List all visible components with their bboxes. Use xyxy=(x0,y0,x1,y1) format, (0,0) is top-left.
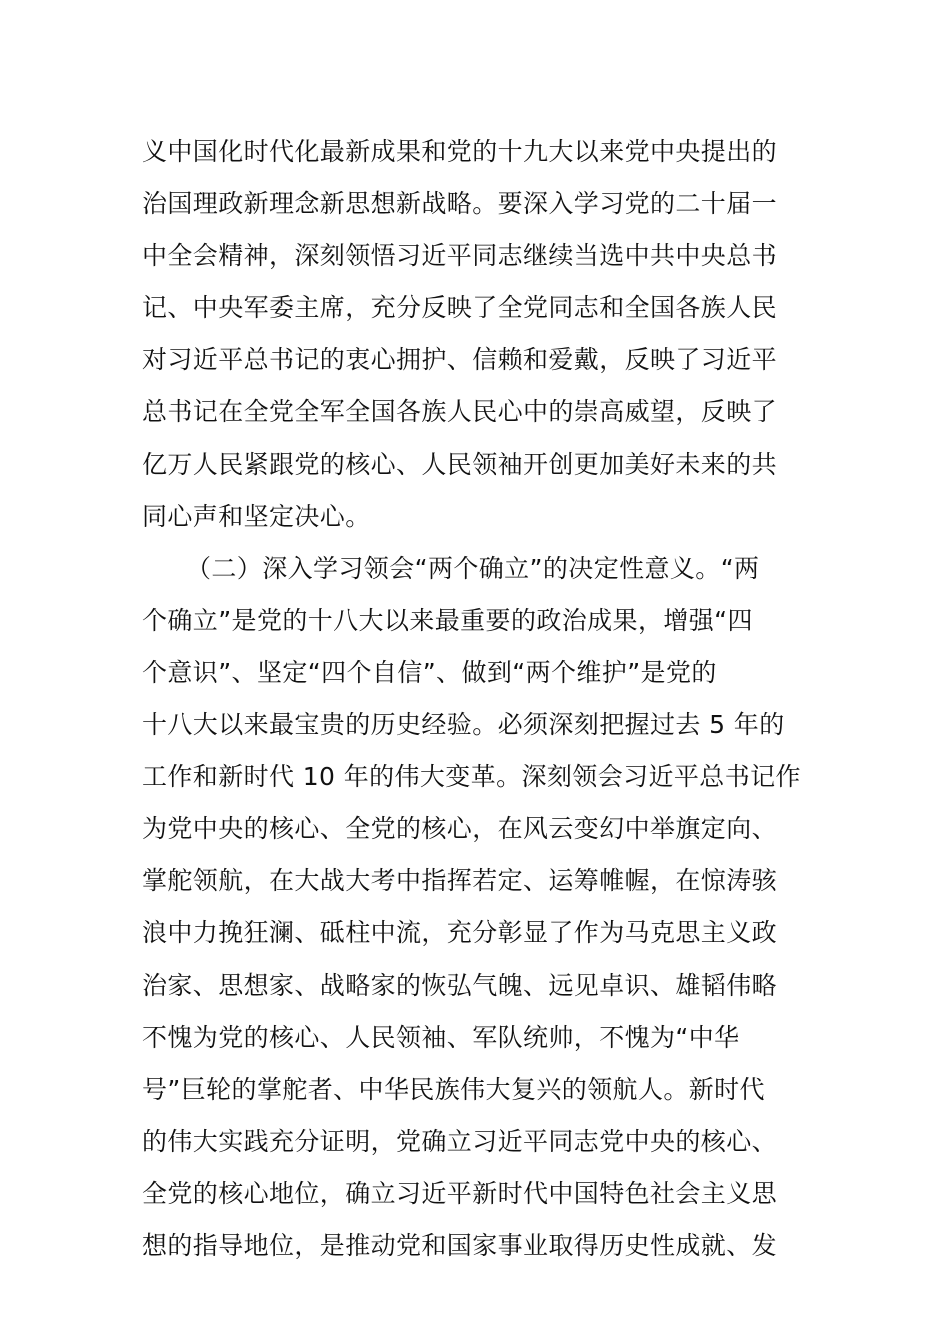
text-line: 浪中力挽狂澜、砥柱中流，充分彰显了作为马克思主义政 xyxy=(142,918,778,948)
text-line: 记、中央军委主席，充分反映了全党同志和全国各族人民 xyxy=(142,293,778,323)
text-line: 治国理政新理念新思想新战略。要深入学习党的二十届一 xyxy=(142,189,778,219)
text-line: 同心声和坚定决心。 xyxy=(142,501,371,531)
text-line: 对习近平总书记的衷心拥护、信赖和爱戴，反映了习近平 xyxy=(142,345,778,375)
text-line: 全党的核心地位，确立习近平新时代中国特色社会主义思 xyxy=(142,1178,778,1208)
section-heading-line: （二）深入学习领会“两个确立”的决定性意义。“两 xyxy=(186,553,760,583)
text-line: 掌舵领航，在大战大考中指挥若定、运筹帷幄，在惊涛骇 xyxy=(142,866,778,896)
text-line: 总书记在全党全军全国各族人民心中的崇高威望，反映了 xyxy=(142,397,778,427)
text-line: 亿万人民紧跟党的核心、人民领袖开创更加美好未来的共 xyxy=(142,449,778,479)
text-line: 号”巨轮的掌舵者、中华民族伟大复兴的领航人。新时代 xyxy=(142,1074,765,1104)
text-line: 治家、思想家、战略家的恢弘气魄、远见卓识、雄韬伟略 xyxy=(142,970,778,1000)
text-line: 中全会精神，深刻领悟习近平同志继续当选中共中央总书 xyxy=(142,241,778,271)
text-line: 义中国化时代化最新成果和党的十九大以来党中央提出的 xyxy=(142,137,778,166)
text-line: 为党中央的核心、全党的核心，在风云变幻中举旗定向、 xyxy=(142,814,778,844)
text-line: 个确立”是党的十八大以来最重要的政治成果，增强“四 xyxy=(142,605,753,635)
text-line: 十八大以来最宝贵的历史经验。必须深刻把握过去 5 年的 xyxy=(142,710,785,740)
text-line: 想的指导地位，是推动党和国家事业取得历史性成就、发 xyxy=(142,1230,778,1260)
text-line: 的伟大实践充分证明，党确立习近平同志党中央的核心、 xyxy=(142,1126,778,1156)
text-line: 工作和新时代 10 年的伟大变革。深刻领会习近平总书记作 xyxy=(142,762,801,792)
text-line: 个意识”、坚定“四个自信”、做到“两个维护”是党的 xyxy=(142,657,717,687)
body-text xyxy=(142,126,822,1272)
text-line: 不愧为党的核心、人民领袖、军队统帅，不愧为“中华 xyxy=(142,1022,740,1052)
